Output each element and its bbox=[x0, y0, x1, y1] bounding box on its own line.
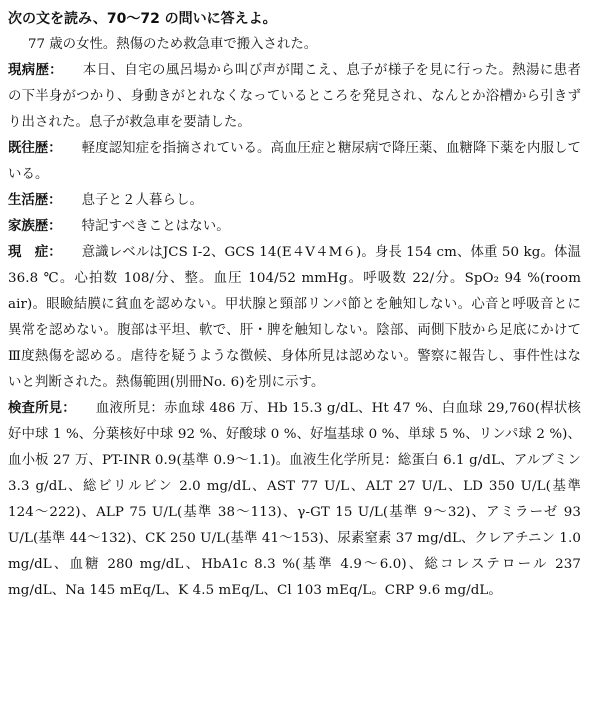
question-instruction: 次の文を読み、70〜72 の問いに答えよ。 bbox=[8, 11, 277, 27]
section-text: 息子と２人暮らし。 bbox=[81, 193, 203, 208]
section-present-illness bbox=[8, 58, 581, 136]
section-text: 特記すべきことはない。 bbox=[81, 219, 230, 234]
section-physical-exam bbox=[8, 240, 581, 396]
section-label: 家族歴： bbox=[8, 219, 62, 234]
section-label: 検査所見： bbox=[8, 401, 76, 416]
section-text: 血液所見：赤血球 486 万、Hb 15.3 g/dL、Ht 47 %、白血球 29,760(桿状核好中球 1 %、分葉核好中球 92 %、好酸球 0 %、好塩基球 0 %、単球 5 %、リンパ球 2 %)、血小板 27 万、PT-INR 0.9(基準 0.9〜1.1)。血液生化学所見：総蛋白 6.1 g/dL、アルブミン 3.3 g/dL、総ビリルビン 2.0 mg/dL、AST 77 U/L、ALT 27 U/L、LD 350 U/L(基準 124〜222)、ALP 75 U/L(基準 38〜113)、γ-GT 15 U/L(基準 9〜32)、アミラーゼ 93 U/L(基準 44〜132)、CK 250 U/L(基準 41〜153)、尿素窒素 37 mg/dL、クレアチニン 1.0 mg/dL、血糖 280 mg/dL、HbA1c 8.3 %(基準 4.9〜6.0)、総コレステロール 237 mg/dL、Na 145 mEq/L、K 4.5 mEq/L、Cl 103 mEq/L。CRP 9.6 mg/dL。 bbox=[8, 401, 581, 598]
section-text: 軽度認知症を指摘されている。高血圧症と糖尿病で降圧薬、血糖降下薬を内服している。 bbox=[8, 141, 581, 182]
section-label: 既往歴： bbox=[8, 141, 62, 156]
section-label: 現 症： bbox=[8, 245, 62, 260]
section-family-history bbox=[8, 214, 581, 240]
section-text: 本日、自宅の風呂場から叫び声が聞こえ、息子が様子を見に行った。熱湯に患者の下半身がつかり、身動きがとれなくなっているところを発見され、なんとか浴槽から引きずり出された。息子が救急車を要請した。 bbox=[8, 63, 582, 130]
section-past-history bbox=[8, 136, 581, 188]
section-lab-findings bbox=[8, 396, 581, 604]
case-intro: 77 歳の女性。熱傷のため救急車で搬入された。 bbox=[28, 37, 318, 52]
section-text: 意識レベルはJCS Ⅰ-2、GCS 14(E４V４M６)。身長 154 cm、体重 50 kg。体温 36.8 ℃。心拍数 108/分、整。血圧 104/52 mmHg。呼吸数 22/分。SpO₂ 94 %(room air)。眼瞼結膜に貧血を認めない。甲状腺と頸部リンパ節とを触知しない。心音と呼吸音とに異常を認めない。腹部は平坦、軟で、肝・脾を触知しない。陰部、両側下肢から足底にかけてⅢ度熱傷を認める。虐待を疑うような徴候、身体所見は認めない。警察に報告し、事件性はないと判断された。熱傷範囲(別冊No. 6)を別に示す。 bbox=[8, 245, 581, 390]
section-social-history bbox=[8, 188, 581, 214]
section-label: 生活歴： bbox=[8, 193, 62, 208]
section-label: 現病歴： bbox=[8, 63, 63, 78]
